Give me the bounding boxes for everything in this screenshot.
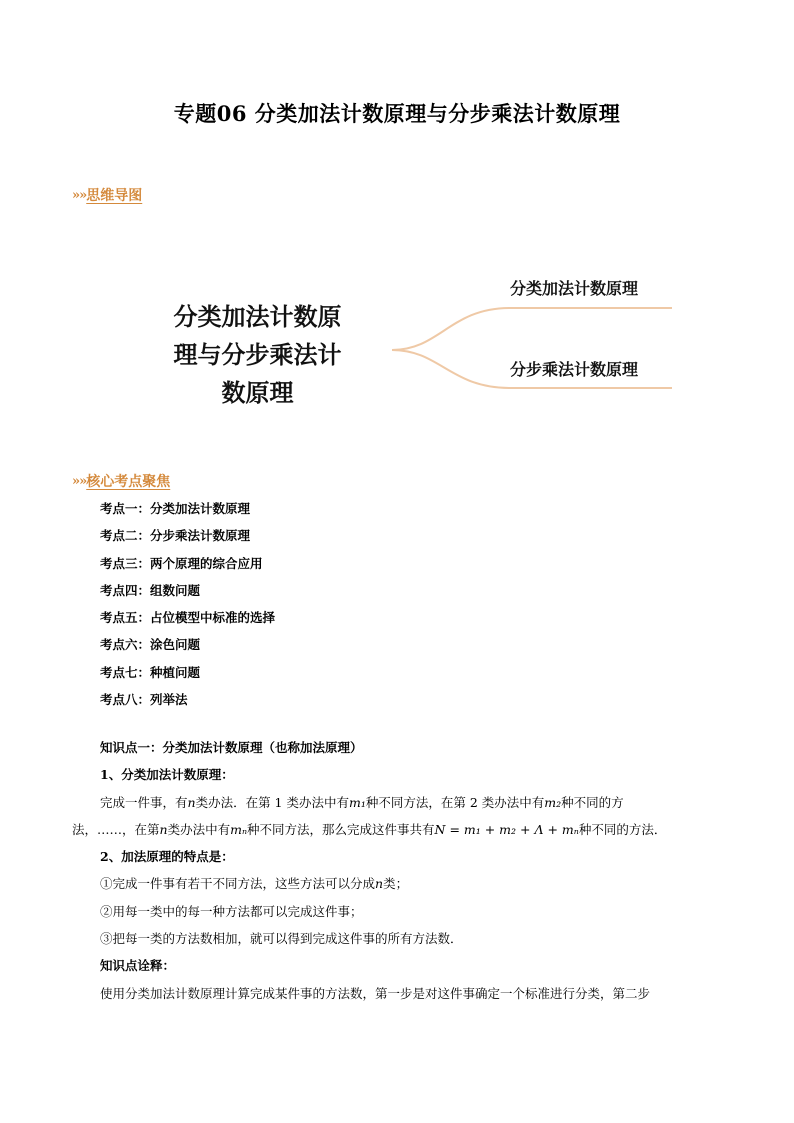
text-run: 法，……，在第: [72, 821, 160, 837]
mind-map-branch-line-upper: [392, 308, 672, 350]
math-variable: n: [375, 876, 384, 892]
list-item: 考点四：组数问题: [100, 582, 201, 598]
mind-map-root-line: 数原理: [221, 379, 294, 407]
definition-heading: 1、分类加法计数原理：: [100, 767, 234, 783]
section-heading-label: 思维导图: [86, 188, 143, 204]
feature-item-3: ③把每一类的方法数相加，就可以得到完成这件事的所有方法数．: [100, 931, 463, 947]
explanation-heading: 知识点诠释：: [100, 958, 176, 974]
list-item: 考点二：分步乘法计数原理: [100, 528, 251, 544]
text-run: 种不同方法，那么完成这件事共有: [247, 821, 435, 837]
feature-item-2: ②用每一类中的每一种方法都可以完成这件事；: [100, 903, 363, 919]
text-run: ①完成一件事有若干不同方法，这些方法可以分成: [100, 876, 376, 892]
list-item: 考点一：分类加法计数原理: [100, 501, 251, 516]
list-item: 考点七：种植问题: [100, 664, 201, 680]
section-heading-mind-map: [72, 185, 142, 205]
list-item: 考点五：占位模型中标准的选择: [100, 610, 276, 626]
mind-map-root-line: 理与分步乘法计: [173, 341, 342, 369]
text-run: 类办法．在第 1 类办法中有: [195, 794, 349, 810]
math-formula: N = m₁ + m₂ + Λ + mₙ: [434, 821, 579, 837]
double-chevron-icon: »: [79, 187, 85, 203]
page-title: 专题06 分类加法计数原理与分步乘法计数原理: [173, 101, 621, 126]
math-variable: m₂: [544, 794, 562, 810]
text-run: 种不同方法，在第 2 类办法中有: [365, 794, 545, 810]
text-run: 完成一件事，有: [100, 794, 188, 810]
math-variable: mₙ: [230, 821, 248, 837]
text-run: 种不同的方: [561, 794, 624, 810]
math-variable: n: [159, 821, 168, 837]
text-run: 类；: [383, 876, 409, 892]
feature-item-1: [72, 874, 722, 901]
mind-map-root-node: [150, 298, 365, 412]
features-heading: 2、加法原理的特点是：: [100, 849, 234, 865]
double-chevron-icon: »: [72, 187, 78, 203]
double-chevron-icon: »: [79, 473, 85, 489]
explanation-line: 使用分类加法计数原理计算完成某件事的方法数，第一步是对这件事确定一个标准进行分类，第二步: [100, 985, 651, 1001]
section-heading-key-points: [72, 471, 170, 491]
knowledge-section: [72, 738, 722, 1011]
list-item: 考点八：列举法: [100, 692, 188, 708]
double-chevron-icon: »: [72, 473, 78, 489]
list-item: 考点六：涂色问题: [100, 637, 201, 653]
text-run: 类办法中有: [167, 821, 231, 837]
math-variable: n: [187, 794, 196, 810]
key-point-list: [100, 499, 275, 717]
mind-map-branch-multiplication: 分步乘法计数原理: [510, 360, 639, 379]
mind-map: [150, 260, 680, 420]
definition-line-1: [72, 793, 722, 820]
knowledge-heading: 知识点一：分类加法计数原理（也称加法原理）: [100, 740, 363, 755]
mind-map-branch-addition: 分类加法计数原理: [510, 279, 639, 298]
text-run: 种不同的方法．: [578, 821, 667, 837]
definition-line-2: [72, 820, 722, 847]
list-item: 考点三：两个原理的综合应用: [100, 555, 263, 571]
math-variable: m₁: [348, 794, 366, 810]
mind-map-root-line: 分类加法计数原: [173, 303, 342, 331]
section-heading-label: 核心考点聚焦: [86, 474, 171, 490]
